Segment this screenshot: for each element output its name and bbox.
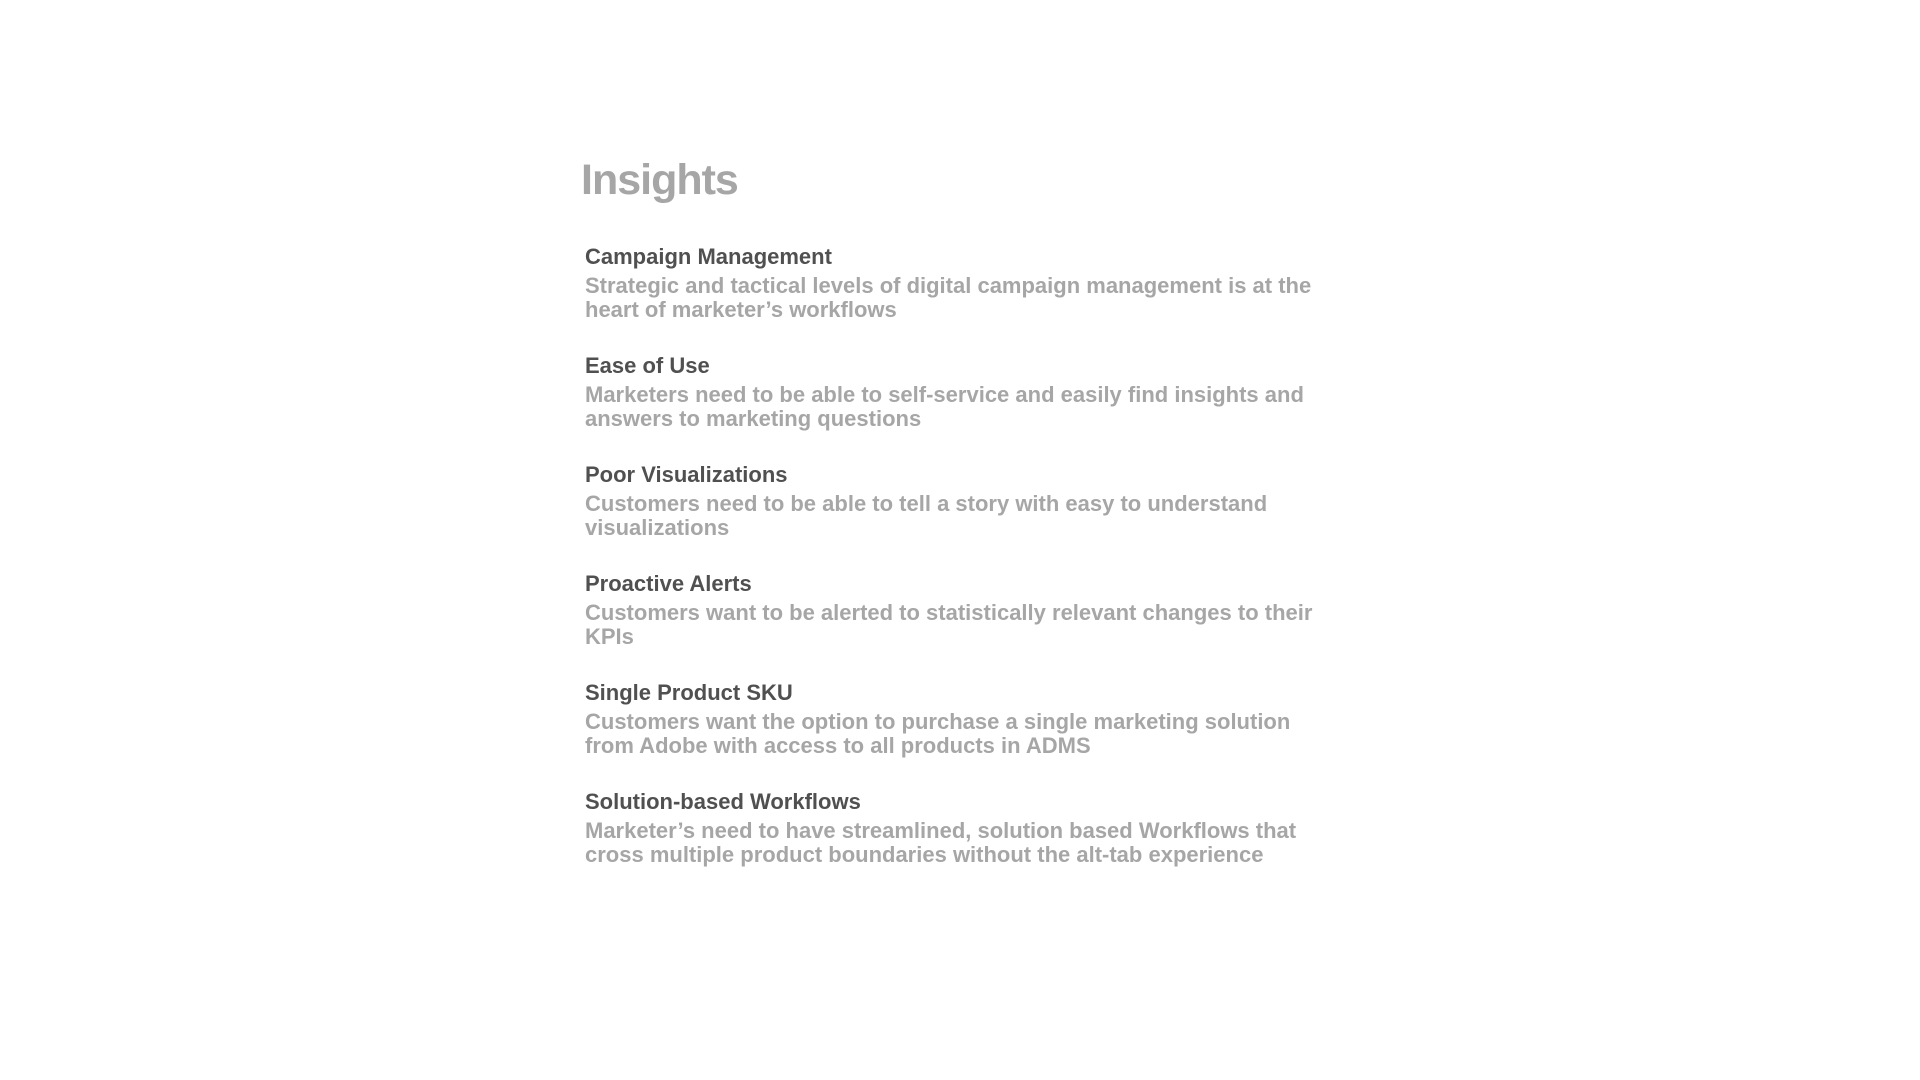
insight-description: Marketers need to be able to self-service and easily find insights and answers to marketing questions: [585, 382, 1304, 431]
page-title: Insights: [581, 156, 738, 204]
insight-title: Solution-based Workflows: [585, 789, 861, 814]
insight-item: [585, 244, 1325, 322]
insight-title: Campaign Management: [585, 244, 832, 269]
insight-item: [585, 789, 1325, 867]
insight-title: Poor Visualizations: [585, 462, 788, 487]
insight-title: Single Product SKU: [585, 680, 793, 705]
insight-description: Customers want to be alerted to statistically relevant changes to their KPIs: [585, 600, 1313, 649]
insight-item: [585, 680, 1325, 758]
slide: [581, 154, 1341, 898]
insight-description: Customers want the option to purchase a single marketing solution from Adobe with access to all products in ADMS: [585, 709, 1291, 758]
insights-list: [581, 244, 1341, 867]
insight-description: Customers need to be able to tell a story with easy to understand visualizations: [585, 491, 1268, 540]
insight-description: Marketer’s need to have streamlined, solution based Workflows that cross multiple product boundaries without the alt-tab experience: [585, 818, 1297, 867]
insight-title: Ease of Use: [585, 353, 710, 378]
insight-item: [585, 353, 1325, 431]
insight-item: [585, 571, 1325, 649]
insight-description: Strategic and tactical levels of digital campaign management is at the heart of marketer’s workflows: [585, 273, 1312, 322]
insight-item: [585, 462, 1325, 540]
insight-title: Proactive Alerts: [585, 571, 752, 596]
